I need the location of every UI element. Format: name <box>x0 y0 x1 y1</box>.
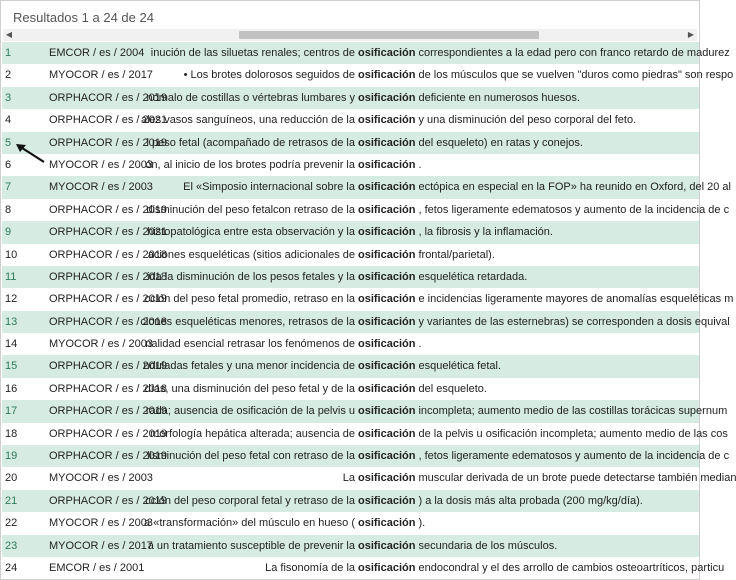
source-label[interactable]: ORPHACOR / es / 2019 <box>49 136 167 149</box>
keyword-highlight: osificación <box>358 293 416 306</box>
left-context-text: inución de las siluetas renales; centros de <box>150 47 355 59</box>
row-number: 22 <box>5 517 18 530</box>
table-row[interactable] <box>2 64 734 86</box>
left-context <box>159 467 355 489</box>
left-context-text: cción del peso fetal promedio, retraso en la <box>144 293 355 306</box>
source-label[interactable]: ORPHACOR / es / 2019 <box>49 450 167 463</box>
source-label[interactable]: ORPHACOR / es / 2018 <box>49 248 167 261</box>
context-text <box>145 154 699 176</box>
scrollbar-thumb[interactable] <box>239 31 539 39</box>
row-number: 4 <box>5 114 12 127</box>
left-context <box>144 512 355 534</box>
row-number: 24 <box>5 561 18 574</box>
row-number: 21 <box>5 494 18 507</box>
context-text <box>159 557 725 579</box>
source-label[interactable]: ORPHACOR / es / 2019 <box>49 91 167 104</box>
keyword-highlight: osificación <box>358 181 416 194</box>
row-number: 13 <box>5 315 18 328</box>
source-label[interactable]: ORPHACOR / es / 2021 <box>49 226 167 239</box>
row-number: 11 <box>5 270 17 283</box>
context-text <box>147 535 699 557</box>
context-text <box>147 221 699 243</box>
right-context-text: ). <box>418 517 426 530</box>
left-context <box>140 311 355 333</box>
table-row[interactable] <box>2 288 734 310</box>
keyword-highlight: osificación <box>358 226 416 239</box>
keyword-highlight: osificación <box>358 561 416 574</box>
right-context-text: y una disminución del peso corporal del feto. <box>418 114 637 127</box>
keyword-highlight: osificación <box>358 248 416 261</box>
keyword-highlight: osificación <box>358 315 416 328</box>
row-number: 5 <box>5 136 12 149</box>
row-number: 6 <box>5 158 12 171</box>
keyword-highlight: osificación <box>358 360 416 373</box>
keyword-highlight: osificación <box>358 517 416 530</box>
right-context-text: . <box>418 158 422 171</box>
left-context-text: La fisonomía de la <box>265 561 355 574</box>
keyword-highlight: osificación <box>358 203 416 216</box>
table-row[interactable] <box>2 557 725 579</box>
source-label[interactable]: MYOCOR / es / 2003 <box>49 517 153 530</box>
source-label[interactable]: ORPHACOR / es / 2019 <box>49 427 167 440</box>
context-text <box>146 199 730 221</box>
left-context <box>147 445 355 467</box>
right-context-text: del esqueleto. <box>418 382 487 395</box>
table-row[interactable] <box>2 199 730 221</box>
table-row[interactable] <box>2 132 699 154</box>
left-context <box>147 221 355 243</box>
left-context-text: ida la disminución de los pesos fetales y la <box>147 270 355 283</box>
left-context <box>150 423 355 445</box>
source-label[interactable]: ORPHACOR / es / 2019 <box>49 203 167 216</box>
left-context-text: nalidad esencial retrasar los fenómenos de <box>145 338 355 351</box>
keyword-highlight: osificación <box>358 158 416 171</box>
keyword-highlight: osificación <box>358 494 416 507</box>
row-number: 9 <box>5 226 12 239</box>
left-context <box>150 42 355 64</box>
left-context-text: El «Simposio internacional sobre la <box>183 181 355 194</box>
source-label[interactable]: MYOCOR / es / 2003 <box>49 158 153 171</box>
left-context <box>145 400 355 422</box>
row-number: 7 <box>5 181 12 194</box>
left-context <box>147 244 355 266</box>
table-row[interactable] <box>2 445 730 467</box>
right-context-text: ) a la dosis más alta probada (200 mg/kg/día). <box>418 494 643 507</box>
context-text <box>150 42 730 64</box>
context-text <box>159 176 731 198</box>
left-context <box>147 266 355 288</box>
keyword-highlight: osificación <box>358 472 416 485</box>
horizontal-scrollbar[interactable] <box>3 29 697 41</box>
right-context-text: , la fibrosis y la inflamación. <box>418 226 553 239</box>
context-text <box>144 512 699 534</box>
left-context <box>147 535 355 557</box>
source-label[interactable]: ORPHACOR / es / 2021 <box>49 114 167 127</box>
row-number: 17 <box>5 405 18 418</box>
right-context-text: deficiente en numerosos huesos. <box>418 91 580 104</box>
keyword-highlight: osificación <box>358 114 416 127</box>
source-label[interactable]: ORPHACOR / es / 2018 <box>49 315 167 328</box>
source-label[interactable]: MYOCOR / es / 2003 <box>49 181 153 194</box>
left-context <box>159 176 355 198</box>
left-context-text: ón, al inicio de los brotes podría prevenir la <box>145 158 355 171</box>
left-context-text: ciones esqueléticas menores, retrasos de la <box>140 315 355 328</box>
source-label[interactable]: MYOCOR / es / 2003 <box>49 338 153 351</box>
left-context-text: morfología hepática alterada; ausencia de <box>150 427 355 440</box>
left-context <box>159 557 355 579</box>
table-row[interactable] <box>2 244 699 266</box>
source-label[interactable]: ORPHACOR / es / 2019 <box>49 293 167 306</box>
row-number: 19 <box>5 450 18 463</box>
left-context-text: histopatológica entre esta observación y la <box>147 226 355 239</box>
context-text <box>159 64 734 86</box>
row-number: 15 <box>5 360 18 373</box>
left-context-text: La <box>342 472 355 485</box>
left-context-text: disminución del peso fetalcon retraso de la <box>146 203 355 216</box>
keyword-highlight: osificación <box>358 47 416 59</box>
context-text <box>146 132 699 154</box>
left-context-text: a «transformación» del músculo en hueso ( <box>144 517 355 530</box>
right-context-text: , fetos ligeramente edematosos y aumento de la incidencia de c <box>418 450 730 463</box>
row-number: 20 <box>5 472 18 485</box>
keyword-highlight: osificación <box>358 539 416 552</box>
source-label[interactable]: MYOCOR / es / 2003 <box>49 472 153 485</box>
right-context-text: incompleta; aumento medio de las costillas torácicas supernum <box>418 405 728 418</box>
keyword-highlight: osificación <box>358 69 416 82</box>
left-context <box>145 333 355 355</box>
results-count: Resultados 1 a 24 de 24 <box>13 10 154 25</box>
left-context-text: días, una disminución del peso fetal y de la <box>144 382 355 395</box>
right-context-text: y variantes de las esternebras) se corresponden a dosis equival <box>418 315 730 328</box>
right-context-text: secundaria de los músculos. <box>418 539 558 552</box>
context-text <box>145 333 699 355</box>
row-number: 3 <box>5 91 12 104</box>
context-text <box>140 109 699 131</box>
scroll-left-icon[interactable]: ◀ <box>5 30 13 39</box>
table-row[interactable] <box>2 490 699 512</box>
right-context-text: de los músculos que se vuelven "duros como piedras" son respo <box>418 69 734 82</box>
left-context <box>140 109 355 131</box>
keyword-highlight: osificación <box>358 338 416 351</box>
source-label[interactable]: ORPHACOR / es / 2019 <box>49 494 167 507</box>
right-context-text: e incidencias ligeramente mayores de anomalías esqueléticas m <box>418 293 734 306</box>
table-row[interactable] <box>2 512 699 534</box>
source-label[interactable]: MYOCOR / es / 2017 <box>49 69 153 82</box>
keyword-highlight: osificación <box>358 427 416 440</box>
right-context-text: de la pelvis u osificación incompleta; aumento medio de las cos <box>418 427 728 440</box>
right-context-text: ectópica en especial en la FOP» ha reunido en Oxford, del 20 al <box>418 181 731 194</box>
keyword-highlight: osificación <box>358 450 416 463</box>
left-context-text: lisminución del peso fetal con retraso de la <box>147 450 355 463</box>
context-text <box>143 355 699 377</box>
left-context <box>146 87 355 109</box>
context-text <box>144 378 699 400</box>
left-context-text: nómalo de costillas o vértebras lumbares y <box>146 91 355 104</box>
left-context <box>146 132 355 154</box>
left-context-text: aciones esqueléticas (sitios adicionales de <box>147 248 355 261</box>
context-text <box>150 423 728 445</box>
table-row[interactable] <box>2 333 699 355</box>
keyword-highlight: osificación <box>358 405 416 418</box>
context-text <box>159 467 736 489</box>
row-number: 1 <box>5 47 12 59</box>
table-row[interactable] <box>2 535 699 557</box>
table-row[interactable] <box>2 87 699 109</box>
left-context <box>145 490 355 512</box>
right-context-text: . <box>418 338 422 351</box>
context-text <box>147 244 699 266</box>
table-row[interactable] <box>2 355 699 377</box>
keyword-highlight: osificación <box>358 136 416 149</box>
row-number: 23 <box>5 539 18 552</box>
row-number: 10 <box>5 248 18 261</box>
left-context-text: ales vasos sanguíneos, una reducción de la <box>140 114 355 127</box>
left-context-text: rada; ausencia de osificación de la pelvis u <box>145 405 355 418</box>
left-context <box>144 378 355 400</box>
left-context <box>144 288 355 310</box>
source-label[interactable]: MYOCOR / es / 2017 <box>49 539 153 552</box>
source-label[interactable]: ORPHACOR / es / 2019 <box>49 405 167 418</box>
context-text <box>140 311 730 333</box>
source-label[interactable]: EMCOR / es / 2004 <box>49 47 145 59</box>
left-context-text: a un tratamiento susceptible de prevenir la <box>147 539 355 552</box>
source-label[interactable]: ORPHACOR / es / 2019 <box>49 360 167 373</box>
table-row[interactable] <box>2 311 730 333</box>
left-context-text: l peso fetal (acompañado de retrasos de la <box>146 136 355 149</box>
table-row[interactable] <box>2 176 731 198</box>
table-row[interactable] <box>2 154 699 176</box>
table-row[interactable] <box>2 266 699 288</box>
mouse-pointer-icon <box>14 140 48 166</box>
row-number: 8 <box>5 203 12 216</box>
context-text <box>146 87 699 109</box>
left-context <box>145 154 355 176</box>
context-text <box>145 400 728 422</box>
right-context-text: muscular derivada de un brote puede detectarse también median <box>418 472 736 485</box>
right-context-text: esquelética retardada. <box>418 270 528 283</box>
left-context <box>159 64 355 86</box>
table-row[interactable] <box>2 221 699 243</box>
left-context <box>143 355 355 377</box>
context-text <box>144 288 734 310</box>
row-number: 12 <box>5 293 18 306</box>
concordance-list <box>2 42 736 579</box>
context-text <box>145 490 699 512</box>
row-number: 14 <box>5 338 18 351</box>
row-number: 2 <box>5 69 12 82</box>
source-label[interactable]: ORPHACOR / es / 2018 <box>49 382 167 395</box>
source-label[interactable]: EMCOR / es / 2001 <box>49 561 145 574</box>
table-row[interactable] <box>2 467 736 489</box>
table-row[interactable] <box>2 109 699 131</box>
keyword-highlight: osificación <box>358 91 416 104</box>
table-row[interactable] <box>2 378 699 400</box>
left-context <box>146 199 355 221</box>
left-context-text: cción del peso corporal fetal y retraso de la <box>145 494 355 507</box>
right-context-text: endocondral y el des arrollo de cambios osteoartríticos, particu <box>418 561 725 574</box>
left-context-text: • Los brotes dolorosos seguidos de <box>183 69 355 82</box>
right-context-text: , fetos ligeramente edematosos y aumento de la incidencia de c <box>418 203 730 216</box>
left-context-text: nduladas fetales y una menor incidencia de <box>143 360 355 373</box>
right-context-text: esquelética fetal. <box>418 360 502 373</box>
right-context-text: correspondientes a la edad pero con franco retardo de madurez <box>418 47 730 59</box>
row-number: 16 <box>5 382 18 395</box>
context-text <box>147 266 699 288</box>
table-row[interactable] <box>2 42 730 64</box>
keyword-highlight: osificación <box>358 382 416 395</box>
keyword-highlight: osificación <box>358 270 416 283</box>
scroll-right-icon[interactable]: ▶ <box>687 30 695 39</box>
table-row[interactable] <box>2 423 728 445</box>
context-text <box>147 445 730 467</box>
table-row[interactable] <box>2 400 728 422</box>
source-label[interactable]: ORPHACOR / es / 2018 <box>49 270 167 283</box>
right-context-text: del esqueleto) en ratas y conejos. <box>418 136 583 149</box>
right-context-text: frontal/parietal). <box>418 248 495 261</box>
row-number: 18 <box>5 427 18 440</box>
